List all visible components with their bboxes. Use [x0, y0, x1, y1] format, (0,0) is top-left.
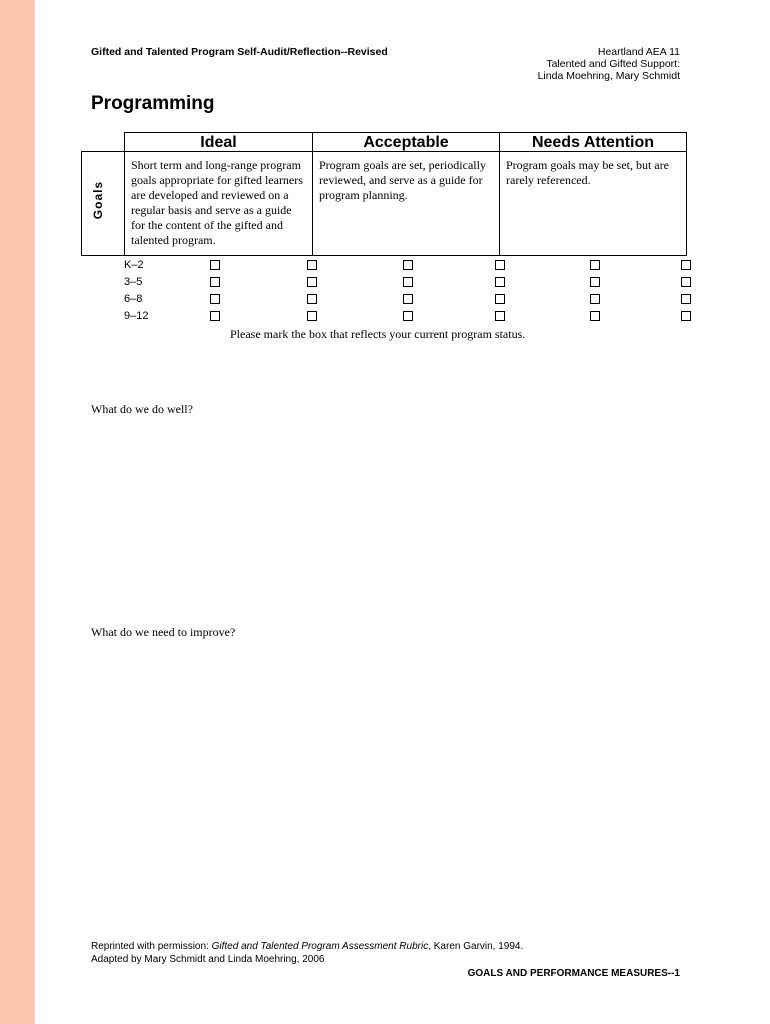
column-heading-ideal [124, 132, 313, 152]
status-checkbox[interactable] [210, 260, 220, 270]
header-line: Heartland AEA 11 [597, 46, 680, 58]
status-checkbox[interactable] [403, 277, 413, 287]
header-line: Linda Moehring, Mary Schmidt [537, 70, 680, 82]
question-do-well: What do we do well? [91, 402, 193, 416]
status-checkbox[interactable] [403, 311, 413, 321]
footer-reprint [91, 941, 523, 952]
status-checkbox[interactable] [307, 277, 317, 287]
footer-page-label: GOALS AND PERFORMANCE MEASURES--1 [467, 968, 680, 979]
status-checkbox[interactable] [495, 294, 505, 304]
status-checkbox[interactable] [681, 294, 691, 304]
status-checkbox[interactable] [403, 260, 413, 270]
header-attribution [538, 46, 680, 82]
footer-reprint-prefix: Reprinted with permission: [91, 941, 212, 952]
section-title: Programming [91, 93, 215, 114]
grade-label: 3–5 [124, 276, 143, 288]
status-checkbox[interactable] [403, 294, 413, 304]
status-checkbox[interactable] [307, 260, 317, 270]
grade-label: K–2 [124, 259, 144, 271]
instruction-text: Please mark the box that reflects your current program status. [230, 327, 526, 341]
document-title: Gifted and Talented Program Self-Audit/Reflection--Revised [91, 46, 388, 58]
status-checkbox[interactable] [495, 260, 505, 270]
rubric-cell-needs-attention: Program goals may be set, but are rarely referenced. [499, 151, 687, 256]
column-heading-label: Ideal [200, 134, 237, 151]
rubric-cell-ideal: Short term and long-range program goals appropriate for gifted learners are developed and reviewed on a regular basis and serve as a guide for the content of the gifted and talented program. [124, 151, 313, 256]
footer-reprint-title: Gifted and Talented Program Assessment Rubric [211, 941, 429, 952]
status-checkbox[interactable] [590, 277, 600, 287]
status-checkbox[interactable] [210, 311, 220, 321]
status-checkbox[interactable] [210, 277, 220, 287]
status-checkbox[interactable] [681, 277, 691, 287]
status-checkbox[interactable] [210, 294, 220, 304]
status-checkbox[interactable] [590, 311, 600, 321]
column-heading-label: Acceptable [363, 134, 449, 151]
side-color-strip [0, 0, 34, 1024]
status-checkbox[interactable] [495, 311, 505, 321]
status-checkbox[interactable] [590, 294, 600, 304]
footer-reprint-suffix: , Karen Garvin, 1994. [428, 941, 524, 952]
footer-adapted: Adapted by Mary Schmidt and Linda Moehring, 2006 [91, 954, 325, 965]
status-checkbox[interactable] [681, 260, 691, 270]
rubric-cell-acceptable: Program goals are set, periodically reviewed, and serve as a guide for program planning. [312, 151, 500, 256]
grade-label: 9–12 [124, 310, 149, 322]
grade-label: 6–8 [124, 293, 143, 305]
column-heading-label: Needs Attention [531, 134, 655, 151]
question-improve: What do we need to improve? [91, 625, 236, 639]
status-checkbox[interactable] [495, 277, 505, 287]
row-label-goals: Goals [91, 180, 105, 220]
column-heading-needs-attention [499, 132, 687, 152]
column-heading-acceptable [312, 132, 500, 152]
status-checkbox[interactable] [307, 311, 317, 321]
page-edge [34, 0, 35, 1024]
header-line: Talented and Gifted Support: [546, 58, 680, 70]
status-checkbox[interactable] [681, 311, 691, 321]
status-checkbox[interactable] [590, 260, 600, 270]
status-checkbox[interactable] [307, 294, 317, 304]
